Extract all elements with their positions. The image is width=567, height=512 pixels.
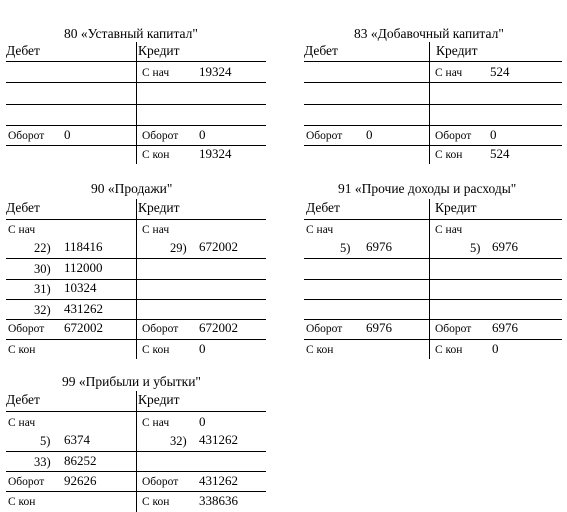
account-99-credit-header: Кредит bbox=[138, 392, 180, 407]
account-91-credit-entry-ref: 5) bbox=[470, 241, 481, 255]
account-90-debit-entry-amount: 10324 bbox=[64, 280, 97, 295]
account-90-credit-end-value: 0 bbox=[199, 341, 206, 356]
account-80-debit-header: Дебет bbox=[6, 43, 40, 58]
account-90-debit-entry-amount: 112000 bbox=[64, 260, 103, 275]
account-83-title: 83 «Добавочный капитал" bbox=[354, 26, 504, 41]
account-99-debit-entry-ref: 5) bbox=[40, 434, 51, 448]
account-91-title: 91 «Прочие доходы и расходы" bbox=[338, 181, 517, 196]
account-91-entry-row-1 bbox=[304, 237, 564, 257]
account-90-credit-start-label: С нач bbox=[142, 224, 170, 236]
account-91-credit-end-label: С кон bbox=[435, 344, 463, 356]
account-99-credit-turnover-value: 431262 bbox=[199, 473, 238, 488]
account-80-credit-turnover-value: 0 bbox=[199, 127, 206, 142]
account-91-debit-end-label: С кон bbox=[306, 344, 334, 356]
account-90-end-row bbox=[6, 339, 266, 359]
account-99-credit-start-value: 0 bbox=[199, 414, 206, 429]
account-91-debit-header: Дебет bbox=[306, 200, 340, 215]
account-90-credit-entry-ref: 29) bbox=[170, 241, 187, 255]
account-91-credit-turnover-value: 6976 bbox=[492, 320, 518, 335]
account-90-debit-entry-ref: 32) bbox=[34, 303, 51, 317]
account-99-debit-turnover-value: 92626 bbox=[64, 473, 97, 488]
account-90-debit-entry-amount: 431262 bbox=[64, 301, 103, 316]
account-83-start-row bbox=[304, 62, 564, 82]
account-83-debit-turnover-value: 0 bbox=[366, 127, 373, 142]
account-83-turnover-row bbox=[304, 125, 564, 145]
account-90-title: 90 «Продажи" bbox=[91, 181, 173, 196]
account-80-credit-start-value: 19324 bbox=[199, 64, 232, 79]
account-90-turnover-row bbox=[6, 318, 266, 338]
account-91-debit-entry-ref: 5) bbox=[340, 241, 351, 255]
account-80-t-table bbox=[6, 26, 268, 166]
account-91-debit-turnover-label: Оборот bbox=[306, 323, 343, 335]
account-83-end-row bbox=[304, 144, 564, 164]
account-80-credit-turnover-label: Оборот bbox=[142, 130, 179, 142]
account-83-credit-end-value: 524 bbox=[490, 146, 510, 161]
account-83-debit-turnover-label: Оборот bbox=[306, 130, 343, 142]
account-90-debit-entry-amount: 118416 bbox=[64, 239, 103, 254]
account-91-start-row bbox=[304, 219, 564, 239]
account-80-end-row bbox=[6, 144, 266, 164]
account-91-end-row bbox=[304, 339, 564, 359]
account-90-debit-turnover-value: 672002 bbox=[64, 320, 103, 335]
account-90-debit-start-label: С нач bbox=[8, 224, 36, 236]
account-91-debit-start-label: С нач bbox=[306, 224, 334, 236]
account-80-credit-header: Кредит bbox=[138, 43, 180, 58]
account-83-credit-turnover-value: 0 bbox=[490, 127, 497, 142]
account-83-credit-turnover-label: Оборот bbox=[435, 130, 472, 142]
account-99-debit-entry-amount: 6374 bbox=[64, 432, 90, 447]
account-90-entry-row-2 bbox=[6, 258, 266, 278]
account-99-credit-entry-ref: 32) bbox=[170, 434, 187, 448]
account-99-credit-start-label: С нач bbox=[142, 417, 170, 429]
account-99-debit-turnover-label: Оборот bbox=[8, 476, 45, 488]
account-99-start-row bbox=[6, 412, 266, 432]
account-91-rule-3 bbox=[304, 299, 562, 300]
account-80-title: 80 «Уставный капитал" bbox=[64, 26, 198, 41]
account-91-debit-turnover-value: 6976 bbox=[366, 320, 392, 335]
account-90-credit-turnover-value: 672002 bbox=[199, 320, 238, 335]
account-83-credit-start-value: 524 bbox=[490, 64, 510, 79]
account-90-credit-header: Кредит bbox=[138, 200, 180, 215]
account-99-credit-end-value: 338636 bbox=[199, 493, 238, 508]
account-83-rule-2 bbox=[304, 104, 562, 105]
account-99-debit-end-label: С кон bbox=[8, 496, 36, 508]
account-80-rule-2 bbox=[6, 104, 266, 105]
account-90-entry-row-3 bbox=[6, 278, 266, 298]
account-83-debit-header: Дебет bbox=[304, 43, 338, 58]
account-99-credit-entry-amount: 431262 bbox=[199, 432, 238, 447]
account-83-rule-1 bbox=[304, 82, 562, 83]
account-99-title: 99 «Прибыли и убытки" bbox=[62, 374, 201, 389]
account-90-debit-entry-ref: 30) bbox=[34, 262, 51, 276]
account-90-credit-turnover-label: Оборот bbox=[142, 323, 179, 335]
account-99-entry-row-2 bbox=[6, 451, 266, 471]
account-91-credit-end-value: 0 bbox=[492, 341, 499, 356]
account-90-debit-end-label: С кон bbox=[8, 344, 36, 356]
account-99-debit-header: Дебет bbox=[6, 392, 40, 407]
account-90-t-table bbox=[6, 181, 268, 361]
account-80-debit-turnover-value: 0 bbox=[64, 127, 71, 142]
account-90-debit-entry-ref: 22) bbox=[34, 241, 51, 255]
account-91-rule-2 bbox=[304, 279, 562, 280]
account-91-credit-turnover-label: Оборот bbox=[435, 323, 472, 335]
account-99-debit-entry-ref: 33) bbox=[34, 455, 51, 469]
account-91-turnover-row bbox=[304, 318, 564, 338]
account-99-debit-start-label: С нач bbox=[8, 417, 36, 429]
account-90-credit-entry-amount: 672002 bbox=[199, 239, 238, 254]
account-99-credit-turnover-label: Оборот bbox=[142, 476, 179, 488]
account-80-credit-end-value: 19324 bbox=[199, 146, 232, 161]
account-83-credit-end-label: С кон bbox=[435, 149, 463, 161]
account-91-debit-entry-amount: 6976 bbox=[366, 239, 392, 254]
account-99-debit-entry-amount: 86252 bbox=[64, 453, 97, 468]
account-83-t-table bbox=[304, 26, 566, 166]
account-80-debit-turnover-label: Оборот bbox=[8, 130, 45, 142]
account-80-turnover-row bbox=[6, 125, 266, 145]
account-99-entry-row-1 bbox=[6, 430, 266, 450]
account-90-credit-end-label: С кон bbox=[142, 344, 170, 356]
account-91-credit-start-label: С нач bbox=[435, 224, 463, 236]
account-90-entry-row-4 bbox=[6, 299, 266, 319]
account-91-t-table bbox=[304, 181, 566, 361]
account-91-credit-entry-amount: 6976 bbox=[492, 239, 518, 254]
account-80-credit-start-label: С нач bbox=[142, 67, 170, 79]
account-90-start-row bbox=[6, 219, 266, 239]
account-99-t-table bbox=[6, 374, 268, 512]
account-80-start-row bbox=[6, 62, 266, 82]
account-99-credit-end-label: С кон bbox=[142, 496, 170, 508]
account-80-rule-1 bbox=[6, 82, 266, 83]
account-91-rule-1 bbox=[304, 258, 562, 259]
account-83-credit-start-label: С нач bbox=[435, 67, 463, 79]
account-99-end-row bbox=[6, 491, 266, 511]
account-90-entry-row-1 bbox=[6, 237, 266, 257]
account-90-debit-entry-ref: 31) bbox=[34, 282, 51, 296]
account-90-debit-turnover-label: Оборот bbox=[8, 323, 45, 335]
account-80-credit-end-label: С кон bbox=[142, 149, 170, 161]
account-91-credit-header: Кредит bbox=[435, 200, 477, 215]
account-90-debit-header: Дебет bbox=[6, 200, 40, 215]
account-83-credit-header: Кредит bbox=[436, 43, 478, 58]
account-99-turnover-row bbox=[6, 471, 266, 491]
